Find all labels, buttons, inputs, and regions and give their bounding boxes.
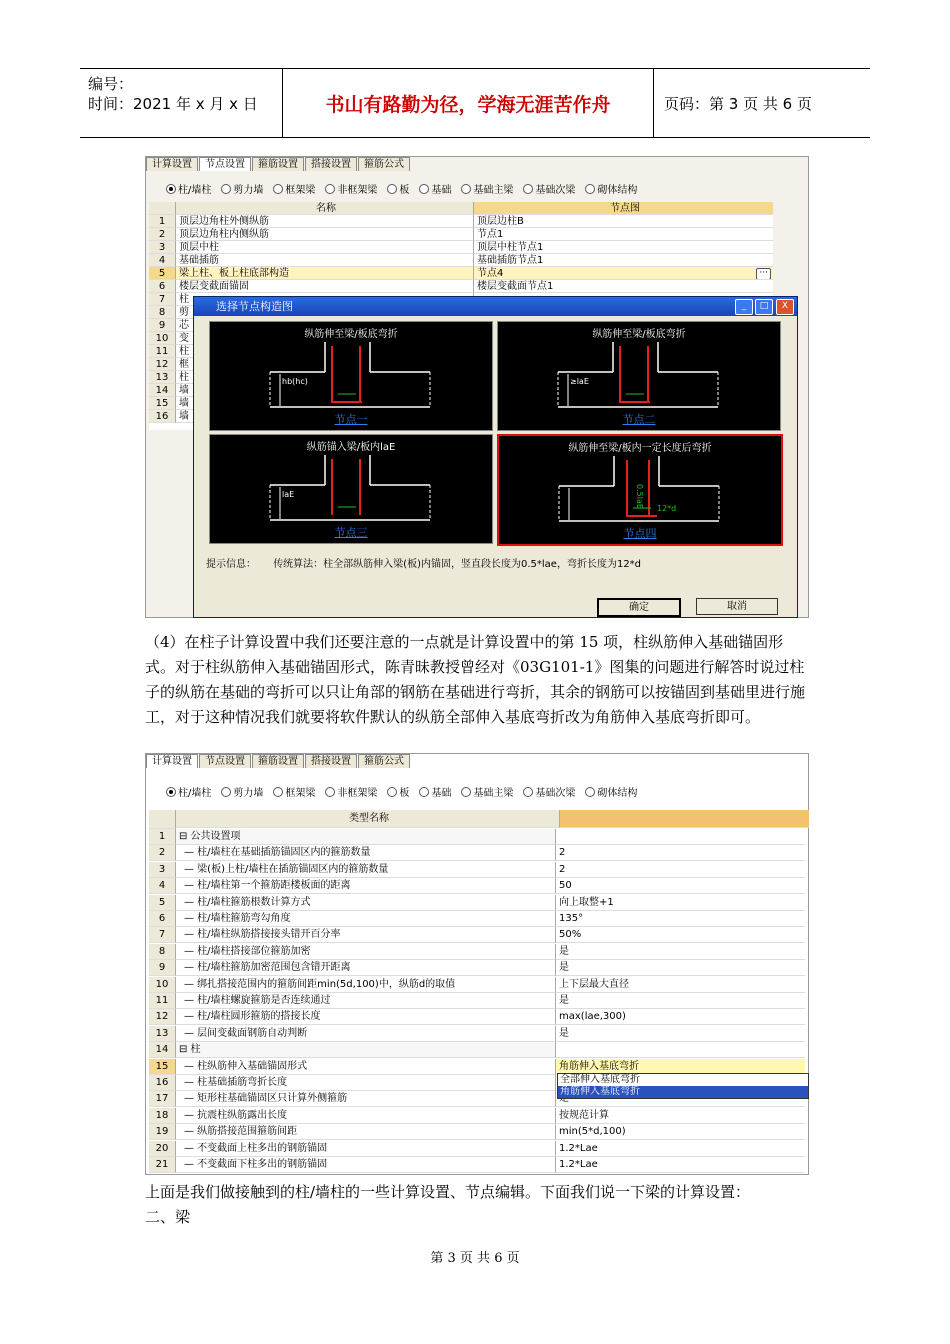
node-title: 纵筋伸至梁/板底弯折 [592, 329, 686, 340]
node-option-2[interactable] [497, 321, 781, 431]
select-node-dialog [193, 296, 798, 618]
radio-label: 基础次梁 [535, 788, 576, 799]
row-name: 剪 [176, 306, 474, 319]
radio-label: 砌体结构 [597, 788, 638, 799]
row-node[interactable]: 基础插筋节点1 [474, 254, 773, 267]
table-row[interactable] [149, 993, 805, 1009]
header-corner [149, 810, 176, 829]
node-title: 纵筋伸至梁/板底弯折 [304, 329, 398, 340]
row-number: 12 [149, 1009, 176, 1025]
row-name: 顶层中柱 [176, 241, 474, 254]
row-value[interactable]: 2 [556, 862, 805, 878]
dimension-label-2: 12*d [657, 504, 677, 513]
row-number: 16 [149, 410, 176, 423]
radio-label: 基础主梁 [473, 788, 514, 799]
node-link[interactable]: 节点四 [623, 527, 657, 540]
row-number: 10 [149, 977, 176, 993]
row-name: — 柱/墙柱箍筋根数计算方式 [176, 895, 556, 911]
radio-option[interactable] [419, 181, 451, 196]
tab-2[interactable]: 箍筋设置 [252, 754, 304, 768]
row-value[interactable]: 1.2*Lae [556, 1141, 805, 1157]
row-value[interactable]: max(lae,300) [556, 1009, 805, 1025]
radio-option[interactable] [387, 181, 409, 196]
table-row[interactable] [149, 944, 805, 960]
table-row[interactable] [149, 1108, 805, 1124]
row-number: 7 [149, 927, 176, 943]
radio-circle-icon[interactable] [523, 787, 533, 797]
component-radio-group [166, 784, 637, 799]
radio-circle-icon[interactable] [387, 184, 397, 194]
radio-circle-icon[interactable] [273, 787, 283, 797]
row-name: — 矩形柱基础锚固区只计算外侧箍筋 [176, 1091, 556, 1107]
table-row[interactable] [149, 862, 805, 878]
row-name: 墙 [176, 384, 474, 397]
radio-label: 基础 [431, 185, 452, 196]
dimension-label: ≥laE [570, 377, 589, 386]
row-value[interactable]: 135° [556, 911, 805, 927]
dimension-label: hb(hc) [282, 377, 308, 386]
row-number: 12 [149, 358, 176, 371]
node-option-3[interactable] [209, 434, 493, 544]
node-title: 纵筋伸至梁/板内一定长度后弯折 [568, 443, 712, 454]
row-name: 芯 [176, 319, 474, 332]
settings-tabs [146, 754, 411, 768]
row-name: 顶层边角柱外侧纵筋 [176, 215, 474, 228]
minimize-icon[interactable]: _ [735, 299, 753, 315]
row-name: — 层间变截面钢筋自动判断 [176, 1026, 556, 1042]
row-value[interactable]: min(5*d,100) [556, 1124, 805, 1140]
page-footer: 第 3 页 共 6 页 [430, 1251, 520, 1266]
row-value[interactable]: 是 [556, 993, 805, 1009]
node-option-4[interactable] [497, 434, 783, 546]
row-name: 顶层边角柱内侧纵筋 [176, 228, 474, 241]
node-title: 纵筋锚入梁/板内laE [306, 442, 396, 453]
dialog-title-text: 选择节点构造图 [216, 300, 293, 313]
paragraph-anchor-form: （4）在柱子计算设置中我们还要注意的一点就是计算设置中的第 15 项，柱纵筋伸入基础锚固形式。对于柱纵筋伸入基础锚固形式，陈青昧教授曾经对《03G101-1》图集的问题进行解答时说过柱子的纵筋在基础的弯折可以只让角部的钢筋在基础进行弯折，其余的钢筋可以按锚固到基础里进行施工，对于这种情况我们就要将软件默认的纵筋全部伸入基底弯折改为角筋伸入基底弯折即可。 [145, 633, 806, 726]
hint-label: 提示信息： [206, 559, 256, 570]
row-value[interactable]: 2 [556, 845, 805, 861]
row-name: ⊟ 柱 [176, 1042, 556, 1058]
row-number: 14 [149, 1042, 176, 1058]
row-name: — 柱/墙柱箍筋弯勾角度 [176, 911, 556, 927]
radio-option[interactable] [461, 784, 513, 799]
column-header-name: 名称 [176, 202, 474, 215]
radio-circle-icon[interactable] [461, 787, 471, 797]
radio-option[interactable] [523, 784, 575, 799]
radio-option[interactable] [221, 181, 263, 196]
table-row[interactable] [149, 1009, 805, 1025]
radio-circle-icon[interactable] [419, 184, 429, 194]
row-value[interactable]: 向上取整+1 [556, 895, 805, 911]
doc-date: 时间：2021 年 x 月 x 日 [88, 95, 258, 113]
row-name: — 不变截面上柱多出的钢筋锚固 [176, 1141, 556, 1157]
radio-circle-icon[interactable] [523, 184, 533, 194]
row-number: 4 [149, 254, 176, 267]
row-name: — 梁(板)上柱/墙柱在插筋锚固区内的箍筋数量 [176, 862, 556, 878]
row-name: — 柱纵筋伸入基础锚固形式 [176, 1059, 556, 1075]
row-number: 4 [149, 878, 176, 894]
radio-label: 板 [399, 788, 410, 799]
row-number: 3 [149, 862, 176, 878]
row-number: 11 [149, 345, 176, 358]
radio-option[interactable] [387, 784, 409, 799]
radio-label: 砌体结构 [597, 185, 638, 196]
doc-number: 编号： [88, 75, 134, 93]
row-name: — 柱/墙柱在基础插筋锚固区内的箍筋数量 [176, 845, 556, 861]
tab-3[interactable]: 搭接设置 [305, 157, 357, 171]
table-row[interactable] [149, 241, 773, 254]
row-number: 15 [149, 397, 176, 410]
row-value[interactable] [556, 1042, 805, 1058]
row-value[interactable]: 1.2*Lae [556, 1157, 805, 1173]
row-number: 8 [149, 944, 176, 960]
header-meta [80, 69, 283, 137]
row-value[interactable] [556, 829, 805, 845]
row-name: 柱 [176, 371, 474, 384]
row-value[interactable]: 50% [556, 927, 805, 943]
radio-label: 剪力墙 [233, 185, 264, 196]
radio-label: 剪力墙 [233, 788, 264, 799]
row-value[interactable]: 按规范计算 [556, 1108, 805, 1124]
column-header-value [560, 810, 809, 828]
node-link[interactable]: 节点一 [334, 413, 368, 426]
row-number: 5 [149, 267, 176, 280]
row-name: ⊟ 公共设置项 [176, 829, 556, 845]
cancel-button[interactable]: 取消 [696, 598, 778, 615]
radio-circle-icon[interactable] [273, 184, 283, 194]
row-value[interactable]: 50 [556, 878, 805, 894]
close-icon[interactable]: X [776, 299, 794, 315]
row-name: — 柱/墙柱搭接部位箍筋加密 [176, 944, 556, 960]
radio-circle-icon[interactable] [387, 787, 397, 797]
row-number: 6 [149, 280, 176, 293]
grid-header [149, 810, 809, 828]
row-name: 柱 [176, 293, 474, 306]
radio-option[interactable] [325, 784, 377, 799]
row-value[interactable]: 是 [556, 1026, 805, 1042]
table-row[interactable] [149, 911, 805, 927]
row-name: — 柱/墙柱纵筋搭接接头错开百分率 [176, 927, 556, 943]
radio-option[interactable] [273, 181, 315, 196]
dimension-label: 0.5laE [635, 484, 644, 509]
radio-circle-icon[interactable] [585, 184, 595, 194]
row-name: — 抗震柱纵筋露出长度 [176, 1108, 556, 1124]
radio-label: 柱/墙柱 [178, 185, 212, 196]
hint-text: 传统算法：柱全部纵筋伸入梁(板)内锚固，竖直段长度为0.5*lae，弯折长度为12*d [273, 559, 642, 570]
row-number: 6 [149, 911, 176, 927]
radio-option[interactable] [461, 181, 513, 196]
radio-label: 非框架梁 [337, 788, 378, 799]
row-number: 1 [149, 829, 176, 845]
radio-option[interactable] [523, 181, 575, 196]
row-name: — 柱基础插筋弯折长度 [176, 1075, 556, 1091]
row-name: 框 [176, 358, 474, 371]
table-row[interactable] [149, 845, 805, 861]
row-number: 7 [149, 293, 176, 306]
radio-label: 柱/墙柱 [178, 788, 212, 799]
radio-option[interactable] [325, 181, 377, 196]
settings-tabs [146, 157, 411, 171]
calc-settings-screenshot [145, 753, 809, 1175]
table-row[interactable] [149, 267, 773, 280]
table-row[interactable] [149, 829, 805, 845]
table-row[interactable] [149, 280, 773, 293]
radio-circle-icon[interactable] [166, 787, 176, 797]
tab-0[interactable]: 计算设置 [146, 157, 198, 171]
table-row[interactable] [149, 960, 805, 976]
dropdown-option[interactable]: 全部伸入基底弯折 [560, 1074, 640, 1085]
dialog-title [194, 297, 797, 316]
row-value[interactable]: 是 [556, 944, 805, 960]
row-number: 9 [149, 960, 176, 976]
row-number: 3 [149, 241, 176, 254]
row-number: 19 [149, 1124, 176, 1140]
row-name: — 纵筋搭接范围箍筋间距 [176, 1124, 556, 1140]
tab-1[interactable]: 节点设置 [199, 157, 251, 171]
anchor-form-dropdown[interactable] [557, 1073, 809, 1099]
row-number: 20 [149, 1141, 176, 1157]
radio-circle-icon[interactable] [221, 184, 231, 194]
row-number: 13 [149, 371, 176, 384]
radio-circle-icon[interactable] [325, 184, 335, 194]
radio-circle-icon[interactable] [325, 787, 335, 797]
row-name: 楼层变截面锚固 [176, 280, 474, 293]
table-row[interactable] [149, 215, 773, 228]
row-value[interactable]: 角筋伸入基底弯折 [556, 1059, 805, 1075]
tab-0[interactable]: 计算设置 [146, 754, 198, 768]
row-node[interactable]: 节点1 [474, 228, 773, 241]
row-name: — 柱/墙柱螺旋箍筋是否连续通过 [176, 993, 556, 1009]
radio-label: 框架梁 [285, 185, 316, 196]
ellipsis-button[interactable]: ··· [756, 268, 771, 280]
row-number: 1 [149, 215, 176, 228]
row-node[interactable]: 顶层边柱B [474, 215, 773, 228]
radio-circle-icon[interactable] [461, 184, 471, 194]
header-corner [149, 202, 176, 215]
row-node[interactable]: 楼层变截面节点1 [474, 280, 773, 293]
table-row[interactable] [149, 878, 805, 894]
row-name: 基础插筋 [176, 254, 474, 267]
page-header [80, 68, 870, 138]
table-row[interactable] [149, 1026, 805, 1042]
row-name: — 不变截面下柱多出的钢筋锚固 [176, 1157, 556, 1173]
radio-circle-icon[interactable] [585, 787, 595, 797]
section-heading-beam: 二、梁 [145, 1208, 191, 1226]
row-name: — 柱/墙柱圆形箍筋的搭接长度 [176, 1009, 556, 1025]
row-number: 2 [149, 845, 176, 861]
radio-label: 框架梁 [285, 788, 316, 799]
tab-4[interactable]: 箍筋公式 [358, 754, 410, 768]
radio-option[interactable] [585, 181, 637, 196]
header-motto: 书山有路勤为径，学海无涯苦作舟 [283, 69, 654, 137]
table-row[interactable] [149, 895, 805, 911]
row-number: 8 [149, 306, 176, 319]
tab-2[interactable]: 箍筋设置 [252, 157, 304, 171]
table-row[interactable] [149, 927, 805, 943]
row-name: — 柱/墙柱箍筋加密范围包含错开距离 [176, 960, 556, 976]
table-row[interactable] [149, 1042, 805, 1058]
table-row[interactable] [149, 1141, 805, 1157]
dimension-label: laE [282, 490, 295, 499]
header-page: 页码：第 3 页 共 6 页 [664, 94, 812, 113]
table-row[interactable] [149, 254, 773, 267]
tab-3[interactable]: 搭接设置 [305, 754, 357, 768]
table-row[interactable] [149, 1124, 805, 1140]
row-name: 墙 [176, 397, 474, 410]
maximize-icon[interactable]: □ [755, 299, 773, 315]
ok-button[interactable]: 确定 [597, 598, 681, 617]
radio-option[interactable] [273, 784, 315, 799]
row-number: 10 [149, 332, 176, 345]
paragraph-summary: 上面是我们做接触到的柱/墙柱的一些计算设置、节点编辑。下面我们说一下梁的计算设置： [145, 1183, 751, 1201]
row-value[interactable]: 上下层最大直径 [556, 977, 805, 993]
radio-option[interactable] [585, 784, 637, 799]
row-number: 9 [149, 319, 176, 332]
radio-option[interactable] [221, 784, 263, 799]
radio-option[interactable] [166, 784, 211, 799]
radio-circle-icon[interactable] [419, 787, 429, 797]
row-name: 墙 [176, 410, 474, 423]
column-header-name: 类型名称 [176, 810, 560, 828]
row-name: 梁上柱、板上柱底部构造 [176, 267, 474, 280]
radio-option[interactable] [419, 784, 451, 799]
node-option-1[interactable] [209, 321, 493, 431]
row-name: — 绑扎搭接范围内的箍筋间距min(5d,100)中，纵筋d的取值 [176, 977, 556, 993]
row-name: 柱 [176, 345, 474, 358]
row-number: 18 [149, 1108, 176, 1124]
column-header-node: 节点图 [474, 202, 773, 215]
table-row[interactable] [149, 977, 805, 993]
radio-label: 基础 [431, 788, 452, 799]
grid-header [149, 202, 773, 215]
row-number: 11 [149, 993, 176, 1009]
row-name: — 柱/墙柱第一个箍筋距楼板面的距离 [176, 878, 556, 894]
table-row[interactable] [149, 228, 773, 241]
row-number: 17 [149, 1091, 176, 1107]
row-number: 21 [149, 1157, 176, 1173]
node-link[interactable]: 节点二 [622, 413, 656, 426]
radio-label: 基础次梁 [535, 185, 576, 196]
row-number: 16 [149, 1075, 176, 1091]
row-number: 15 [149, 1059, 176, 1075]
row-number: 13 [149, 1026, 176, 1042]
radio-circle-icon[interactable] [166, 184, 176, 194]
radio-option[interactable] [166, 181, 211, 196]
row-node[interactable]: 节点4 ··· [474, 267, 773, 280]
row-number: 14 [149, 384, 176, 397]
row-value[interactable]: 是 [556, 960, 805, 976]
radio-label: 非框架梁 [337, 185, 378, 196]
calc-settings-grid [149, 810, 808, 1174]
radio-label: 板 [399, 185, 410, 196]
row-number: 5 [149, 895, 176, 911]
tab-1[interactable]: 节点设置 [199, 754, 251, 768]
dropdown-option[interactable]: 角筋伸入基底弯折 [558, 1086, 808, 1098]
radio-label: 基础主梁 [473, 185, 514, 196]
row-number: 2 [149, 228, 176, 241]
node-link[interactable]: 节点三 [334, 526, 368, 539]
tab-4[interactable]: 箍筋公式 [358, 157, 410, 171]
radio-circle-icon[interactable] [221, 787, 231, 797]
row-node[interactable]: 顶层中柱节点1 [474, 241, 773, 254]
row-name: 变 [176, 332, 474, 345]
component-radio-group [166, 181, 637, 196]
table-row[interactable] [149, 1157, 805, 1173]
hint-row [206, 555, 786, 570]
